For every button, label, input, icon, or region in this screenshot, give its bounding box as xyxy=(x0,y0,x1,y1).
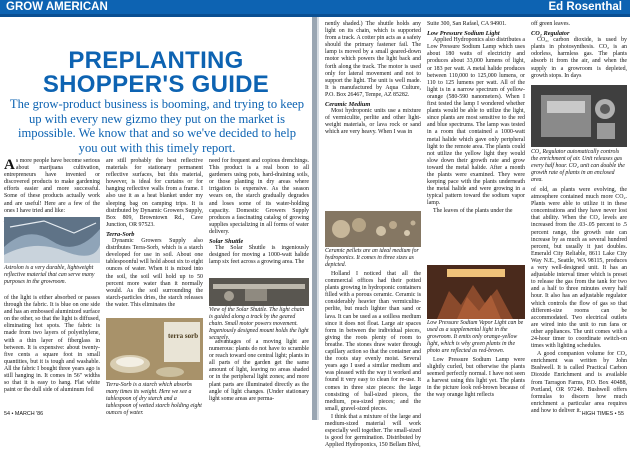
right-column-3-top xyxy=(531,21,627,81)
co2-regulator-photo-art xyxy=(531,85,627,147)
right-page xyxy=(319,17,630,449)
low-pressure-sodium-tail: off green leaves. xyxy=(531,21,570,27)
ceramic-medium-paragraph: Most hydroponic units use a mixture of vermiculite, perlite and other light-weight materials, or lava rock or sand which are very heavy. When I was in xyxy=(325,108,421,136)
ceramic-medium-heading: Ceramic Medium xyxy=(325,101,371,109)
left-column-2-top xyxy=(106,158,203,316)
author-byline: Ed Rosenthal xyxy=(548,1,622,13)
astrolon-caption: Astrolon is a very durable, lightweight reflective material that can serve many purposes in the growroom. xyxy=(4,265,95,285)
left-column-3-top xyxy=(209,158,309,276)
left-page-folio: 54 • MARCH '86 xyxy=(4,411,44,417)
intro-paragraph: s more people have become serious about marijuana cultivation, entrepreneurs have invented or discovered products to make gardening efforts easier and more successful. Some of these products actually work and are useful! Here are a few of the ones I have tried and like: xyxy=(4,158,100,214)
co2-regulator-continued-2: A good companion volume for CO₂ enrichment was written by John Bushwell. It is called Practical Carbon Dioxide Enrichment and is available from Tarragon Farms, P.O. Box 40488, Portland, OR 97240. Bushwell offers formulas to discern how much enrichment a particular area requires and how to deliver it. xyxy=(531,351,627,414)
solar-shuttle-photo xyxy=(209,278,309,306)
sodium-light-photo xyxy=(427,265,525,319)
co2-regulator-caption: CO₂ Regulator automatically controls the enrichment of air. Unit releases gas every half hour. CO₂ unit can double the growth rate of plants in an enclosed area. xyxy=(531,149,625,183)
ceramic-pellets-caption: Ceramic pellets are an ideal medium for hydroponics. It comes in three sizes as depicted. xyxy=(325,248,419,268)
right-column-2-top xyxy=(427,21,525,263)
co2-regulator-paragraph: CO₂, carbon dioxide, is used by plants in photosynthesis. CO₂ is an odorless, harmless gas. The plants absorb it from the air, and when the supply in a growroom is depleted, growth stops. In days xyxy=(531,37,627,79)
solar-shuttle-tail: nently shaded.) The shuttle holds any light on its chain, which is supported from a track. A cotter pin acts as a safety should the primary fastener fail. The lamp is moved by a small geared-down motor which powers the light back and forth along the track. The motor is used only for lateral movement and not to support the light. The unit is well made. It is manufactured by Aqua Culture, P.O. Box 26467, Tempe, AZ 85282. xyxy=(325,21,421,98)
left-column-3-bottom xyxy=(209,339,309,407)
solar-shuttle-continued: advantages of a moving light are numerous: plants do not have to scramble or reach toward one central light; plants in all parts of the garden get the same amount of light, leaving no areas shaded or in the peripheral light zones; and more plant parts are illuminated directly as the angle of light changes. (Under stationary light some areas are perma- xyxy=(209,339,309,402)
co2-regulator-heading: CO₂ Regulator xyxy=(531,30,570,38)
co2-regulator-photo xyxy=(531,85,627,147)
terra-sorb-photo-label: terra sorb xyxy=(168,332,199,340)
ceramic-pellets-photo xyxy=(325,211,421,247)
solar-shuttle-heading: Solar Shuttle xyxy=(209,238,244,246)
solar-shuttle-photo-art xyxy=(209,278,309,306)
co2-regulator-continued: of old, as plants were evolving, the atmosphere contained much more CO₂. Plants were able to utilize it in these concentrations and they have never lost that ability. When the CO₂ levels are increased from the .03-.05 percent to .5 percent range, the growth rate can increase by as much as several hundred percent, but usually it just doubles. Emerald City Reliable, 8611 Lake City Way N.E., Seattle, WA 98115, produces a very well-designed unit. It has an adjustable interval timer which is preset to release the gas from the tank for two and a half to three minutes every half hour. It also has an adjustable regulator which controls the flow of gas so that different-size rooms can be accommodated. Two electrical outlets are wired into the unit to run fans or other appliances. The unit comes with a 24-hour timer to coordinate switch-on times with lighting schedules. xyxy=(531,187,627,350)
ceramic-pellets-photo-art xyxy=(325,211,421,247)
left-column-1-bottom xyxy=(4,295,100,407)
sodium-light-photo-art xyxy=(427,265,525,319)
right-page-folio: HIGH TIMES • 55 xyxy=(581,411,624,417)
astrolon-continued: of the light is either absorbed or passes through the fabric. It is blue on one side and has an embossed aluminized surface on the other, so that the light is diffused, eliminating hot spots. The fabric is made from two layers of polyethylene, with a thin layer of fiberglass in between. It is expensive: about twenty-five cents a square foot in small quantities, but it is tough and washable. All the fabric I bought three years ago is still hanging in. It comes in 56" widths so that it is easy to hang. Flat white paint or the dull side of aluminum foil xyxy=(4,295,100,394)
article-title: PREPLANTING SHOPPER'S GUIDE xyxy=(42,47,270,98)
low-pressure-sodium-heading: Low Pressure Sodium Light xyxy=(427,30,500,38)
terra-sorb-heading: Terra-Sorb xyxy=(106,230,135,238)
left-column-1-top xyxy=(4,158,100,216)
low-pressure-sodium-paragraph: Applied Hydroponics also distributes a Low Pressure Sodium Lamp which uses about 180 watts of electricity and produces about 33,000 lumens of light, or 183 per watt. A metal halide produces between 110,000 to 125,000 lumens, or 110 to 125 lumens per watt. All of the light is in a narrow spectrum of yellow-orange (580-590 nanometers). When I first tested the lamp I wondered whether plants would be able to utilize the light, since plants are most sensitive to the red and blue spectrums. The lamp was tested in a room that contained a 1000-watt metal halide which gave only peripheral light to the remote area. The plants could not utilize the yellow light they would slow down their growth rate and grow toward the metal halide. After a month the plants were examined. They were keeping pace with the plants underneath the metal halide and were growing in a typical pattern toward the sodium vapor lamp. xyxy=(427,37,525,207)
drop-cap: A xyxy=(4,157,15,173)
solar-shuttle-paragraph: The Solar Shuttle is ingeniously designed for moving a 1000-watt halide lamp six feet across a growing area. The xyxy=(209,245,309,266)
terra-sorb-tail: need for frequent and copious drenchings. This product is a real boon to all gardeners using pots, hard-draining soils, or those planting in dry areas where irrigation is expensive. As the season wears on, the starch gradually degrades and loses some of its water-holding capacity. Domestic Growers Supply produces a fascinating catalog of growing supplies specializing in all forms of water delivery. xyxy=(209,158,309,235)
right-column-2-bottom xyxy=(427,357,525,407)
article-deck: The grow-product business is booming, and trying to keep up with every new gizmo they put on the market is impossible. We know that and so we've decided to help you out with this timely report. xyxy=(9,97,305,155)
astrolon-tail: are still probably the best reflective materials for stationary permanent reflective surfaces, but this material, however, is ideal for curtains or for hanging reflective walls from a frame. I also use it as a heat blanket under my sleeping bag on camping trips. It is distributed by Dynamic Growers Supply, Box 809, Browntown Rd., Cave Junction, OR 97523. xyxy=(106,158,203,228)
left-page xyxy=(0,17,312,420)
solar-shuttle-caption: View of the Solar Shuttle. The light chain is guided along a track by the geared chain. Small motor powers movement. Ingeniously designed mount holds the light securely. xyxy=(209,307,309,341)
low-pressure-sodium-paragraph-2: The leaves of the plants under the xyxy=(433,208,513,215)
header-band xyxy=(0,0,630,14)
terra-sorb-paragraph: Dynamic Growers Supply also distributes Terra-Sorb, which is a starch developed for use in soil. About one tablespoonful will hold about six to eight ounces of water. When it is mixed into the soil, the soil will hold up to 50 percent more water than it normally would. As the soil surrounding the starch-particles dries, the starch releases the water. This eliminates the xyxy=(106,238,203,308)
right-column-1-top xyxy=(325,21,421,211)
astrolon-photo xyxy=(4,217,100,263)
ceramic-medium-tail: Suite 300, San Rafael, CA 94901. xyxy=(427,21,507,27)
astrolon-photo-art xyxy=(4,217,100,263)
terra-sorb-caption: Terra-Sorb is a starch which absorbs many times its weight. Here we see a tablespoon of dry starch and a tablespoon of wetted starch holding eight ounces of water. xyxy=(106,382,202,416)
ceramic-medium-continued-2: I think that a mixture of the large and medium-sized material will work especially well together. The small-sized is good for germination. Distributed by Applied Hydroponics, 150 Bellam Blvd, xyxy=(325,413,421,449)
terra-sorb-photo-art xyxy=(106,318,203,380)
section-label: GROW AMERICAN xyxy=(6,1,108,13)
low-pressure-sodium-continued: Low Pressure Sodium Lamp were slightly curled, but otherwise the plants seemed perfectly normal. I have not seen a harvest using this light yet. The plants in the picture look red-brown because of the way orange light reflects xyxy=(427,357,525,399)
ceramic-medium-continued: Holland I noticed that all the commercial offices had their potted plants growing in hydroponic containers filled with a porous ceramic. Ceramic is considerably heavier than vermiculite-perlite, but much lighter than sand or lava. It can be used as a soilless medium since it does not float. Large air spaces form in between the individual pieces, giving the roots plenty of room to breathe. The stones draw water through capillary action so that the container and the roots stay evenly moist. Several years ago I used a similar medium and was pleased with the way it worked and found it very easy to clean for re-use. It comes in three size pieces: the large consisting of ball-sized pieces, the medium, pea-sized pieces; and the small, gravel-sized pieces. xyxy=(325,271,421,412)
sodium-light-caption: Low Pressure Sodium Vapor Light can be used as a supplemental light in the growroom. It emits only orange-yellow light, which is why green plants in the photo are reflected as red-brown. xyxy=(427,320,524,354)
terra-sorb-photo xyxy=(106,318,203,380)
right-column-1-bottom xyxy=(325,271,421,449)
